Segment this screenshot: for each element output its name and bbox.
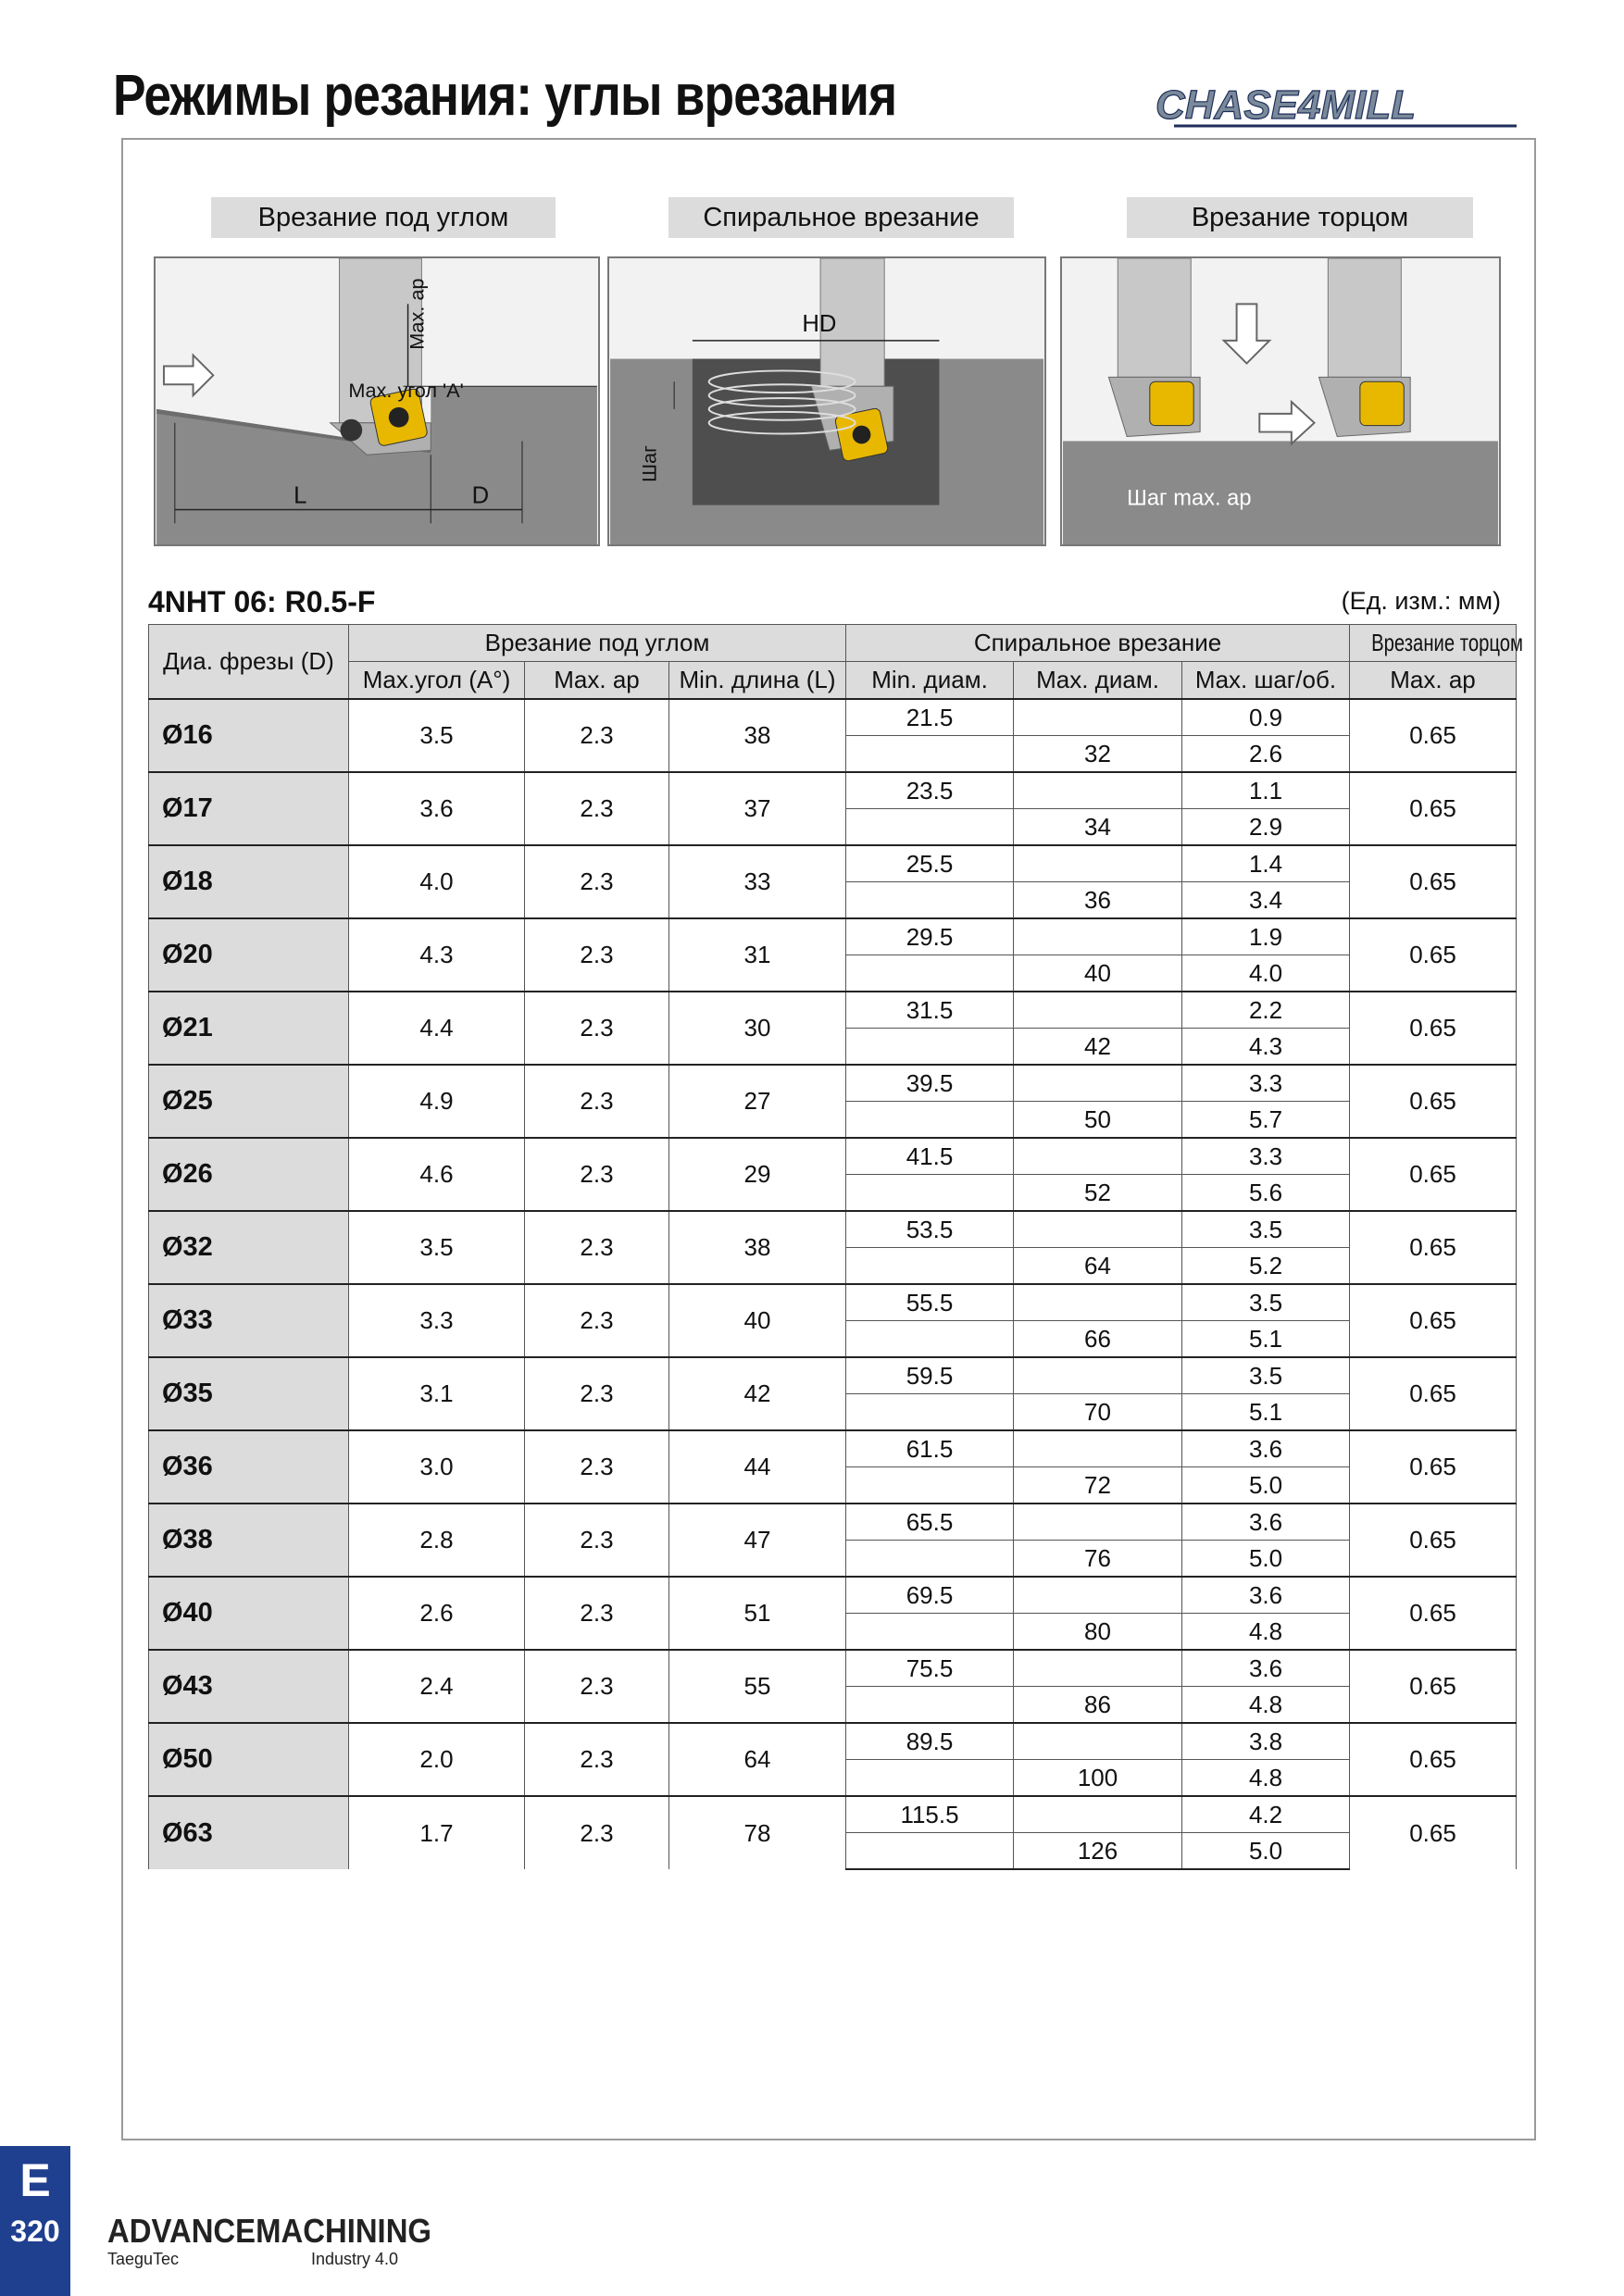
cell-max-diam: 80: [1014, 1614, 1182, 1651]
cell-step-1: 3.3: [1182, 1138, 1350, 1175]
diagram-label-ramp: Врезание под углом: [211, 197, 556, 238]
cell-min-diam: 53.5: [846, 1211, 1014, 1248]
cutting-data-table: [148, 624, 1524, 1870]
cell-max-angle: 3.1: [349, 1357, 525, 1430]
cell-max-diam: 72: [1014, 1467, 1182, 1504]
cell-max-ap: 2.3: [525, 1284, 669, 1357]
cell-dia: Ø40: [149, 1577, 349, 1650]
table-row: [149, 1796, 1517, 1833]
cell-max-angle: 4.4: [349, 992, 525, 1065]
cell-plunge-max-ap: 0.65: [1350, 772, 1517, 845]
cell-max-diam-empty: [1014, 1138, 1182, 1175]
cell-dia: Ø26: [149, 1138, 349, 1211]
cell-max-angle: 3.0: [349, 1430, 525, 1504]
cell-min-diam: 29.5: [846, 918, 1014, 955]
cell-max-ap: 2.3: [525, 1357, 669, 1430]
cell-max-diam: 52: [1014, 1175, 1182, 1212]
cell-min-diam-empty: [846, 1687, 1014, 1724]
cell-min-diam: 23.5: [846, 772, 1014, 809]
cell-max-diam-empty: [1014, 1650, 1182, 1687]
cell-step-2: 5.6: [1182, 1175, 1350, 1212]
cell-max-angle: 2.6: [349, 1577, 525, 1650]
cell-max-diam: 66: [1014, 1321, 1182, 1358]
cell-dia: Ø32: [149, 1211, 349, 1284]
cell-dia: Ø18: [149, 845, 349, 918]
cell-dia: Ø36: [149, 1430, 349, 1504]
cell-max-diam: 76: [1014, 1541, 1182, 1578]
cell-step-2: 4.8: [1182, 1760, 1350, 1797]
cell-min-diam: 89.5: [846, 1723, 1014, 1760]
cell-min-diam-empty: [846, 882, 1014, 919]
cell-max-ap: 2.3: [525, 1211, 669, 1284]
cell-max-diam-empty: [1014, 1211, 1182, 1248]
cell-step-1: 4.2: [1182, 1796, 1350, 1833]
header-min-diam: Min. диам.: [846, 662, 1014, 700]
cell-min-length: 38: [669, 699, 846, 772]
table-row: [149, 1065, 1517, 1102]
cell-max-angle: 2.4: [349, 1650, 525, 1723]
cell-max-diam-empty: [1014, 1357, 1182, 1394]
table-row: [149, 1357, 1517, 1394]
header-min-length: Min. длина (L): [669, 662, 846, 700]
cell-step-2: 5.0: [1182, 1541, 1350, 1578]
annotation-max-angle: Max. угол 'A': [348, 379, 464, 403]
cell-max-diam-empty: [1014, 918, 1182, 955]
cell-step-1: 3.5: [1182, 1284, 1350, 1321]
cell-max-diam: 36: [1014, 882, 1182, 919]
cell-min-diam: 65.5: [846, 1504, 1014, 1541]
header-plunge-max-ap: Max. ap: [1350, 662, 1517, 700]
cell-plunge-max-ap: 0.65: [1350, 1796, 1517, 1869]
cell-dia: Ø63: [149, 1796, 349, 1869]
table-row: [149, 992, 1517, 1029]
cell-min-diam-empty: [846, 955, 1014, 992]
cell-dia: Ø16: [149, 699, 349, 772]
cell-min-diam: 75.5: [846, 1650, 1014, 1687]
cell-step-2: 3.4: [1182, 882, 1350, 919]
cell-max-diam: 40: [1014, 955, 1182, 992]
cell-max-diam: 70: [1014, 1394, 1182, 1431]
cell-min-diam: 55.5: [846, 1284, 1014, 1321]
cell-step-2: 2.6: [1182, 736, 1350, 773]
cell-min-length: 37: [669, 772, 846, 845]
cell-min-length: 55: [669, 1650, 846, 1723]
cell-plunge-max-ap: 0.65: [1350, 1650, 1517, 1723]
table-row: [149, 1430, 1517, 1467]
section-letter: E: [19, 2154, 51, 2206]
diagram-ramp: [154, 256, 600, 546]
cell-dia: Ø33: [149, 1284, 349, 1357]
cell-max-diam: 32: [1014, 736, 1182, 773]
cell-max-diam-empty: [1014, 772, 1182, 809]
cell-min-length: 40: [669, 1284, 846, 1357]
table-row: [149, 1138, 1517, 1175]
cell-max-diam-empty: [1014, 1723, 1182, 1760]
cell-max-diam: 50: [1014, 1102, 1182, 1139]
cell-min-length: 31: [669, 918, 846, 992]
cell-min-diam: 25.5: [846, 845, 1014, 882]
cell-min-diam: 115.5: [846, 1796, 1014, 1833]
cell-step-1: 3.3: [1182, 1065, 1350, 1102]
cell-plunge-max-ap: 0.65: [1350, 845, 1517, 918]
cell-step-1: 3.6: [1182, 1650, 1350, 1687]
cell-min-length: 27: [669, 1065, 846, 1138]
cell-plunge-max-ap: 0.65: [1350, 992, 1517, 1065]
footer-logo: [107, 2211, 441, 2270]
cell-step-2: 5.0: [1182, 1467, 1350, 1504]
cell-dia: Ø25: [149, 1065, 349, 1138]
cell-min-diam: 31.5: [846, 992, 1014, 1029]
cell-step-2: 4.3: [1182, 1029, 1350, 1066]
cell-step-1: 1.1: [1182, 772, 1350, 809]
units-note: (Ед. изм.: мм): [1341, 587, 1501, 615]
cell-step-1: 3.6: [1182, 1577, 1350, 1614]
cell-step-2: 5.1: [1182, 1394, 1350, 1431]
header-dia: Диа. фрезы (D): [149, 625, 349, 700]
cell-dia: Ø17: [149, 772, 349, 845]
cell-step-1: 2.2: [1182, 992, 1350, 1029]
cell-min-diam-empty: [846, 1614, 1014, 1651]
cell-max-diam-empty: [1014, 992, 1182, 1029]
cell-max-angle: 4.6: [349, 1138, 525, 1211]
cell-min-length: 42: [669, 1357, 846, 1430]
annotation-step-max-ap: Шаг max. ap: [1127, 486, 1252, 511]
annotation-step: Шаг: [637, 444, 661, 482]
table-row: [149, 699, 1517, 736]
cell-max-diam: 42: [1014, 1029, 1182, 1066]
cell-max-ap: 2.3: [525, 992, 669, 1065]
cell-min-length: 29: [669, 1138, 846, 1211]
cell-min-diam-empty: [846, 736, 1014, 773]
cell-max-angle: 4.0: [349, 845, 525, 918]
cell-plunge-max-ap: 0.65: [1350, 1211, 1517, 1284]
cell-min-diam: 39.5: [846, 1065, 1014, 1102]
cell-max-angle: 2.8: [349, 1504, 525, 1577]
footer-logo-main: ADVANCEMACHINING: [107, 2212, 431, 2250]
cell-max-angle: 3.6: [349, 772, 525, 845]
page-number: 320: [10, 2215, 60, 2248]
cell-max-angle: 2.0: [349, 1723, 525, 1796]
header-plunge: [1350, 625, 1524, 662]
cell-min-length: 44: [669, 1430, 846, 1504]
cell-max-ap: 2.3: [525, 1577, 669, 1650]
cell-max-ap: 2.3: [525, 1138, 669, 1211]
cell-plunge-max-ap: 0.65: [1350, 1430, 1517, 1504]
cell-plunge-max-ap: 0.65: [1350, 1357, 1517, 1430]
cell-max-diam-empty: [1014, 1284, 1182, 1321]
cell-min-diam: 61.5: [846, 1430, 1014, 1467]
cell-step-2: 4.8: [1182, 1614, 1350, 1651]
cell-min-length: 64: [669, 1723, 846, 1796]
header-ramp: Врезание под углом: [349, 625, 846, 662]
cell-step-1: 3.5: [1182, 1211, 1350, 1248]
cell-step-1: 3.8: [1182, 1723, 1350, 1760]
cell-step-2: 2.9: [1182, 809, 1350, 846]
table-row: [149, 1211, 1517, 1248]
cell-plunge-max-ap: 0.65: [1350, 1504, 1517, 1577]
diagram-helical: [607, 256, 1046, 546]
cell-min-diam-empty: [846, 1394, 1014, 1431]
cell-min-diam: 21.5: [846, 699, 1014, 736]
cell-step-1: 3.5: [1182, 1357, 1350, 1394]
diagram-label-plunge: Врезание торцом: [1127, 197, 1473, 238]
cell-max-ap: 2.3: [525, 845, 669, 918]
cell-plunge-max-ap: 0.65: [1350, 1284, 1517, 1357]
cell-max-diam-empty: [1014, 1504, 1182, 1541]
annotation-L: L: [294, 482, 307, 509]
cell-max-ap: 2.3: [525, 1796, 669, 1869]
cell-min-diam-empty: [846, 1833, 1014, 1870]
cell-step-2: 4.8: [1182, 1687, 1350, 1724]
cell-max-angle: 4.9: [349, 1065, 525, 1138]
cell-max-diam-empty: [1014, 1065, 1182, 1102]
cell-dia: Ø20: [149, 918, 349, 992]
cell-max-diam: 86: [1014, 1687, 1182, 1724]
cell-step-1: 1.9: [1182, 918, 1350, 955]
cell-max-ap: 2.3: [525, 772, 669, 845]
cell-min-diam-empty: [846, 1321, 1014, 1358]
cell-min-diam-empty: [846, 1541, 1014, 1578]
cell-plunge-max-ap: 0.65: [1350, 1577, 1517, 1650]
diagram-plunge: [1060, 256, 1501, 546]
cell-min-diam-empty: [846, 1175, 1014, 1212]
cell-step-2: 5.2: [1182, 1248, 1350, 1285]
cell-max-diam-empty: [1014, 845, 1182, 882]
cell-step-1: 3.6: [1182, 1430, 1350, 1467]
cell-max-ap: 2.3: [525, 1723, 669, 1796]
cell-min-diam-empty: [846, 1760, 1014, 1797]
cell-dia: Ø21: [149, 992, 349, 1065]
cell-min-length: 38: [669, 1211, 846, 1284]
cell-min-diam-empty: [846, 1029, 1014, 1066]
brand-logo: [1146, 76, 1535, 141]
cell-step-1: 3.6: [1182, 1504, 1350, 1541]
cell-step-2: 4.0: [1182, 955, 1350, 992]
cell-max-ap: 2.3: [525, 699, 669, 772]
cell-max-angle: 1.7: [349, 1796, 525, 1869]
page-title: Режимы резания: углы врезания: [113, 64, 897, 128]
diagram-label-helical: Спиральное врезание: [668, 197, 1014, 238]
cell-dia: Ø38: [149, 1504, 349, 1577]
cell-max-diam: 126: [1014, 1833, 1182, 1870]
table-row: [149, 1577, 1517, 1614]
cell-dia: Ø50: [149, 1723, 349, 1796]
cell-max-ap: 2.3: [525, 1430, 669, 1504]
cell-max-diam-empty: [1014, 1430, 1182, 1467]
table-row: [149, 772, 1517, 809]
cell-max-ap: 2.3: [525, 1504, 669, 1577]
table-row: [149, 1650, 1517, 1687]
footer-logo-left: TaeguTec: [107, 2250, 180, 2268]
header-max-step: Max. шаг/об.: [1182, 662, 1350, 700]
header-helical: Спиральное врезание: [846, 625, 1350, 662]
series-code: 4NHT 06: R0.5-F: [148, 585, 376, 618]
table-row: [149, 918, 1517, 955]
cell-max-diam: 100: [1014, 1760, 1182, 1797]
cell-plunge-max-ap: 0.65: [1350, 1065, 1517, 1138]
cell-min-length: 33: [669, 845, 846, 918]
cell-dia: Ø35: [149, 1357, 349, 1430]
header-max-angle: Max.угол (A°): [349, 662, 525, 700]
cell-min-length: 51: [669, 1577, 846, 1650]
cell-max-ap: 2.3: [525, 1650, 669, 1723]
table-row: [149, 1504, 1517, 1541]
cell-min-length: 30: [669, 992, 846, 1065]
cell-min-diam: 41.5: [846, 1138, 1014, 1175]
cell-step-1: 1.4: [1182, 845, 1350, 882]
annotation-max-ap: Max. ap: [405, 278, 429, 350]
cell-max-diam: 64: [1014, 1248, 1182, 1285]
table-row: [149, 1284, 1517, 1321]
cell-max-angle: 3.3: [349, 1284, 525, 1357]
cell-max-diam-empty: [1014, 1577, 1182, 1614]
cell-step-2: 5.1: [1182, 1321, 1350, 1358]
cell-max-diam-empty: [1014, 699, 1182, 736]
cell-max-diam: 34: [1014, 809, 1182, 846]
header-max-diam: Max. диам.: [1014, 662, 1182, 700]
cell-step-1: 0.9: [1182, 699, 1350, 736]
cell-min-diam-empty: [846, 1248, 1014, 1285]
cell-max-ap: 2.3: [525, 1065, 669, 1138]
cell-step-2: 5.7: [1182, 1102, 1350, 1139]
header-plunge-text: Врезание торцом: [1371, 629, 1524, 656]
cell-step-2: 5.0: [1182, 1833, 1350, 1870]
cell-min-diam: 59.5: [846, 1357, 1014, 1394]
cell-max-ap: 2.3: [525, 918, 669, 992]
annotation-HD: HD: [802, 310, 837, 337]
brand-logo-text: CHASE4MILL: [1156, 82, 1417, 128]
cell-min-diam-empty: [846, 1102, 1014, 1139]
cell-max-diam-empty: [1014, 1796, 1182, 1833]
cell-plunge-max-ap: 0.65: [1350, 918, 1517, 992]
cell-min-length: 47: [669, 1504, 846, 1577]
cell-max-angle: 4.3: [349, 918, 525, 992]
cell-plunge-max-ap: 0.65: [1350, 1723, 1517, 1796]
table-row: [149, 845, 1517, 882]
annotation-D: D: [471, 482, 490, 509]
table-row: [149, 1723, 1517, 1760]
cell-max-angle: 3.5: [349, 1211, 525, 1284]
cell-min-diam-empty: [846, 809, 1014, 846]
cell-max-angle: 3.5: [349, 699, 525, 772]
table-body: [149, 699, 1517, 1869]
cell-min-diam: 69.5: [846, 1577, 1014, 1614]
cell-plunge-max-ap: 0.65: [1350, 699, 1517, 772]
cell-dia: Ø43: [149, 1650, 349, 1723]
header-max-ap: Max. ap: [525, 662, 669, 700]
cell-min-length: 78: [669, 1796, 846, 1869]
cell-min-diam-empty: [846, 1467, 1014, 1504]
footer-logo-right: Industry 4.0: [311, 2250, 399, 2268]
cell-plunge-max-ap: 0.65: [1350, 1138, 1517, 1211]
